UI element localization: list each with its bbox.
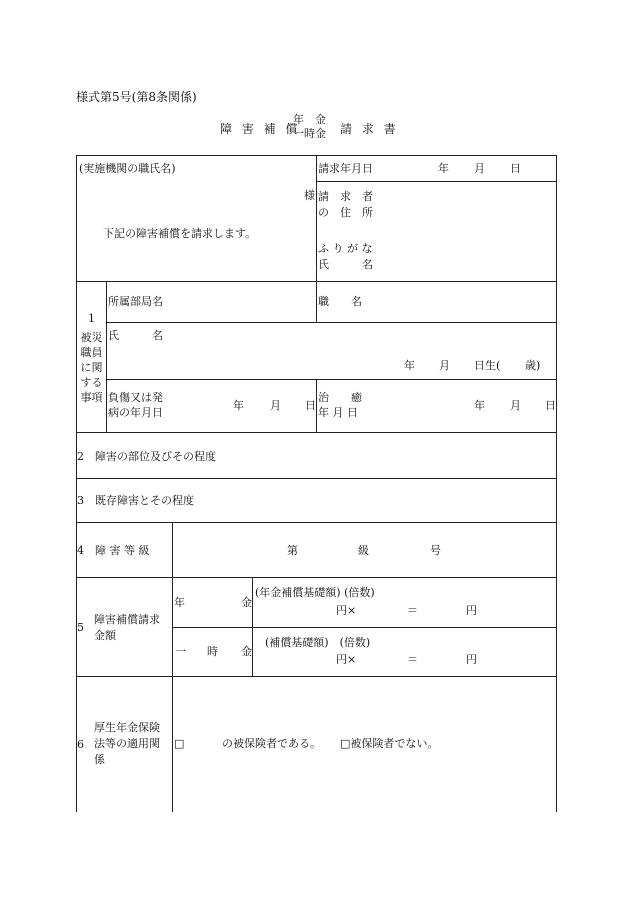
insured-checkbox[interactable]: □ bbox=[174, 737, 185, 750]
divider-sec2 bbox=[76, 478, 557, 479]
grade-dai[interactable]: 第 bbox=[287, 544, 298, 557]
section4-label: 4 障 害 等 級 bbox=[77, 544, 150, 557]
cure-date-label-1: 治 癒 bbox=[318, 391, 362, 404]
section6-number: 6 bbox=[77, 738, 84, 751]
section6-label-2: 法等の適用関 bbox=[94, 737, 160, 750]
section1-number: 1 bbox=[88, 312, 95, 325]
divider-injury-cure bbox=[316, 379, 317, 432]
injury-date-day[interactable]: 日 bbox=[305, 399, 316, 412]
request-date-day[interactable]: 日 bbox=[510, 162, 521, 175]
form-title-left: 障 害 補 償 bbox=[220, 122, 301, 136]
request-date-label: 請求年月日 bbox=[318, 162, 373, 175]
sama-label: 様 bbox=[304, 189, 315, 202]
not-insured-checkbox[interactable]: □被保険者でない。 bbox=[340, 737, 439, 750]
section5-label-2: 金額 bbox=[94, 629, 116, 642]
injury-date-label-2: 病の年月日 bbox=[108, 406, 163, 419]
injury-date-label-1: 負傷又は発 bbox=[108, 391, 163, 404]
section6-label-1: 厚生年金保険 bbox=[94, 721, 160, 734]
lump-sum-label-3: 金 bbox=[241, 645, 252, 658]
birth-year[interactable]: 年 bbox=[404, 359, 415, 372]
claimant-address-label-1: 請 求 者 bbox=[318, 190, 373, 203]
form-title-ichijikin: 一時金 bbox=[293, 127, 326, 140]
divider-dept bbox=[106, 322, 557, 323]
lump-sum-equals: ＝ bbox=[407, 653, 418, 666]
pension-yen-times[interactable]: 円× bbox=[336, 604, 357, 617]
injury-date-year[interactable]: 年 bbox=[233, 399, 244, 412]
request-date-year[interactable]: 年 bbox=[438, 162, 449, 175]
lump-sum-formula-label: (補償基礎額) (倍数) bbox=[265, 636, 371, 649]
divider-date bbox=[316, 181, 557, 182]
grade-go[interactable]: 号 bbox=[430, 544, 441, 557]
age-label[interactable]: 歳) bbox=[525, 359, 541, 372]
section6-label-3: 係 bbox=[94, 753, 105, 766]
divider-dept-shoku bbox=[316, 281, 317, 322]
table-border-left bbox=[76, 155, 77, 812]
insured-text: の被保険者である。 bbox=[222, 737, 321, 750]
divider-sec3 bbox=[76, 522, 557, 523]
cure-date-year[interactable]: 年 bbox=[474, 399, 485, 412]
divider-name bbox=[106, 379, 557, 380]
position-label: 職 名 bbox=[318, 295, 362, 308]
request-text: 下記の障害補償を請求します。 bbox=[103, 227, 257, 240]
lump-sum-label-2: 時 bbox=[207, 645, 218, 658]
birth-day-label[interactable]: 日生( bbox=[474, 359, 501, 372]
grade-kyu[interactable]: 級 bbox=[358, 544, 369, 557]
birth-month[interactable]: 月 bbox=[439, 359, 450, 372]
agency-label: (実施機関の職氏名) bbox=[79, 162, 176, 175]
pension-label-left: 年 bbox=[174, 596, 185, 609]
divider-sec5-mid bbox=[172, 627, 557, 628]
cure-date-month[interactable]: 月 bbox=[510, 399, 521, 412]
divider-lower-label bbox=[172, 522, 173, 812]
section1-side-label: 被災 職員 に関 する 事項 bbox=[80, 331, 103, 404]
divider-sec4 bbox=[76, 577, 557, 578]
section5-label-1: 障害補償請求 bbox=[94, 613, 160, 626]
cure-date-label-2: 年 月 日 bbox=[318, 406, 358, 419]
form-title-nenkin: 年 金 bbox=[293, 113, 326, 126]
divider-sec5 bbox=[76, 676, 557, 677]
request-date-month[interactable]: 月 bbox=[474, 162, 485, 175]
table-border-right bbox=[556, 155, 557, 812]
cure-date-day[interactable]: 日 bbox=[545, 399, 556, 412]
injury-date-month[interactable]: 月 bbox=[270, 399, 281, 412]
lump-sum-label-1: 一 bbox=[175, 645, 186, 658]
section5-number: 5 bbox=[77, 621, 84, 634]
divider-top-middle bbox=[316, 155, 317, 281]
claimant-name-label: 氏 名 bbox=[318, 258, 373, 271]
divider-sec1-side bbox=[106, 281, 107, 432]
dept-label: 所属部局名 bbox=[108, 295, 163, 308]
section2-label: 2 障害の部位及びその程度 bbox=[77, 450, 216, 463]
lump-sum-yen[interactable]: 円 bbox=[466, 653, 477, 666]
section3-label: 3 既存障害とその程度 bbox=[77, 494, 194, 507]
divider-sec1 bbox=[76, 432, 557, 433]
divider-sec5-sub bbox=[252, 577, 253, 676]
furigana-label: ふ り が な bbox=[318, 242, 373, 255]
claimant-address-label-2: の 住 所 bbox=[318, 206, 373, 219]
form-title-right: 請 求 書 bbox=[340, 122, 399, 136]
pension-yen[interactable]: 円 bbox=[466, 604, 477, 617]
pension-label-right: 金 bbox=[241, 596, 252, 609]
pension-equals: ＝ bbox=[407, 604, 418, 617]
lump-sum-yen-times[interactable]: 円× bbox=[336, 653, 357, 666]
form-number: 様式第5号(第8条関係) bbox=[76, 90, 197, 104]
employee-name-label: 氏 名 bbox=[108, 329, 163, 342]
pension-formula-label: (年金補償基礎額) (倍数) bbox=[255, 586, 375, 599]
